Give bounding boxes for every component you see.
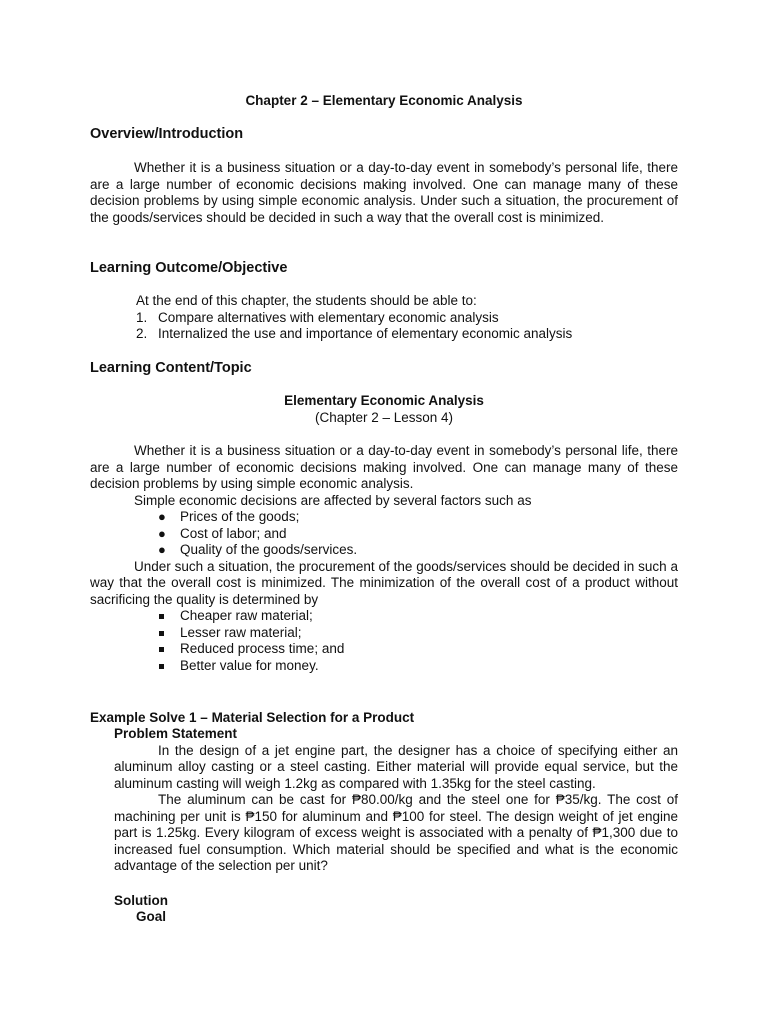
overview-paragraph: Whether it is a business situation or a day-to-day event in somebody’s personal life, there are a large number of economic decisions making involved. One can manage many of these decision problems by using simple economic analysis. Under such a situation, the procurement of the goods/services should be decided in such a way that the overall cost is minimized. [90,160,678,225]
bullet-icon: ● [158,509,166,524]
chapter-title: Chapter 2 – Elementary Economic Analysis [245,93,523,108]
square-bullet-icon [159,664,164,669]
problem-paragraph: In the design of a jet engine part, the designer has a choice of specifying either an aluminum alloy casting or a steel casting. Either material will provide equal service, but the aluminum casting will weigh 1.2kg as compared with 1.35kg for the steel casting. [114,742,678,791]
objective-item-number: 2. [136,326,148,341]
objective-list [90,293,678,343]
square-bullet-icon [159,614,164,619]
problem-text [90,743,678,875]
factors-list [90,509,678,559]
objective-item-number: 1. [136,309,148,325]
objective-item-text: Compare alternatives with elementary economic analysis [158,309,499,325]
square-bullet-icon [159,647,164,652]
problem-paragraph: The aluminum can be cast for ₱80.00/kg and the steel one for ₱35/kg. The cost of machining per unit is ₱150 for aluminum and ₱100 for steel. The design weight of jet engine part is 1.25kg. Every kilogram of excess weight is associated with a penalty of ₱1,300 due to increased fuel consumption. Which material should be specified and what is the economic advantage of the selection per unit? [114,792,678,873]
solution-heading: Solution [114,893,168,908]
topic-header [90,393,678,426]
objective-heading: Learning Outcome/Objective [90,260,288,276]
list-item [90,509,678,526]
objective-item-text: Internalized the use and importance of elementary economic analysis [158,326,573,341]
example-heading: Example Solve 1 – Material Selection for a Product [90,710,415,725]
list-item-text: Quality of the goods/services. [180,542,358,557]
overview-heading: Overview/Introduction [90,126,244,142]
content-paragraph: Under such a situation, the procurement of the goods/services should be decided in such a way that the overall cost is minimized. The minimization of the overall cost of a product without sacrificing the quality is determined by [90,558,678,607]
topic-title: Elementary Economic Analysis [284,393,484,408]
problem-heading: Problem Statement [114,726,238,741]
list-item [90,658,678,675]
list-item [90,625,678,642]
list-item-text: Cheaper raw material; [180,608,313,623]
square-bullet-icon [159,631,164,636]
goal-heading: Goal [136,909,167,924]
list-item [90,641,678,658]
bullet-icon: ● [158,542,166,557]
bullet-icon: ● [158,525,166,541]
objective-intro: At the end of this chapter, the students should be able to: [136,293,477,308]
objective-item [90,310,678,327]
list-item-text: Better value for money. [180,657,319,673]
content-paragraph: Whether it is a business situation or a day-to-day event in somebody’s personal life, there are a large number of economic decisions making involved. One can manage many of these decision problems by using simple economic analysis. [90,443,678,491]
topic-subtitle: (Chapter 2 – Lesson 4) [314,409,454,425]
content-body [90,443,678,674]
list-item [90,542,678,559]
objective-item [90,326,678,343]
list-item-text: Reduced process time; and [180,641,345,656]
methods-list [90,608,678,674]
example-body [90,726,678,875]
list-item [90,608,678,625]
list-item-text: Prices of the goods; [180,509,300,524]
list-item-text: Lesser raw material; [180,624,302,640]
list-item-text: Cost of labor; and [180,525,287,541]
factors-intro: Simple economic decisions are affected by several factors such as [134,492,532,508]
content-heading: Learning Content/Topic [90,360,252,376]
list-item [90,526,678,543]
